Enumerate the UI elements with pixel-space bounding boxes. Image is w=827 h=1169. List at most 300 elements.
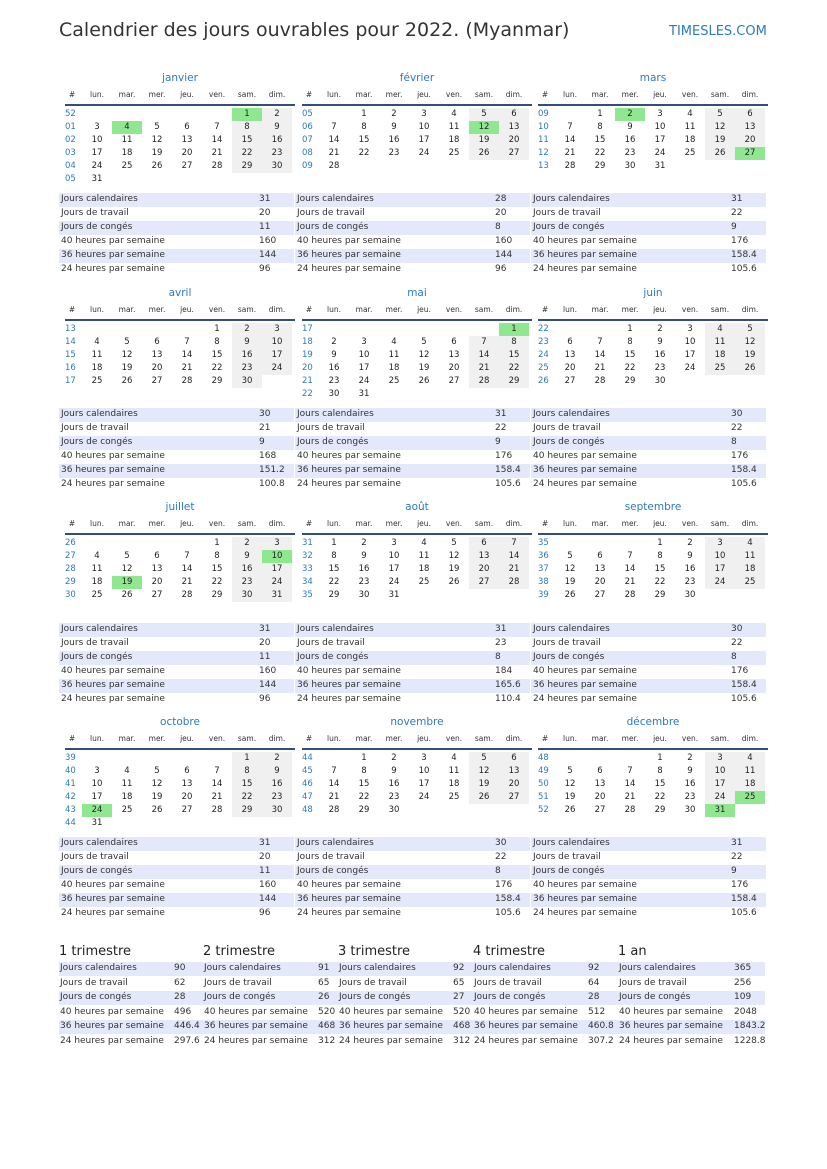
day-cell[interactable]: 26 [469, 791, 499, 804]
day-cell[interactable]: 6 [184, 766, 190, 776]
day-cell[interactable]: 1 [499, 323, 529, 336]
day-cell[interactable]: 3 [94, 766, 100, 776]
day-cell[interactable]: 8 [657, 766, 663, 776]
day-cell[interactable]: 5 [154, 766, 160, 776]
day-cell[interactable]: 5 [567, 551, 573, 561]
day-cell[interactable]: 3 [262, 323, 292, 336]
day-cell[interactable]: 6 [451, 337, 457, 347]
day-cell[interactable]: 29 [358, 805, 370, 815]
day-cell[interactable]: 18 [735, 778, 765, 791]
day-cell[interactable]: 12 [735, 336, 765, 349]
day-cell[interactable]: 16 [262, 778, 292, 791]
day-cell[interactable]: 22 [232, 791, 262, 804]
day-cell[interactable]: 30 [388, 805, 400, 815]
day-cell[interactable]: 4 [735, 537, 765, 550]
day-cell[interactable]: 23 [358, 577, 370, 587]
day-cell[interactable]: 26 [705, 147, 735, 160]
day-cell[interactable]: 24 [705, 576, 735, 589]
day-cell[interactable]: 24 [82, 804, 112, 817]
day-cell[interactable]: 7 [331, 122, 337, 132]
day-cell[interactable]: 9 [361, 551, 367, 561]
day-cell[interactable]: 30 [262, 160, 292, 173]
day-cell[interactable]: 27 [594, 805, 606, 815]
day-cell[interactable]: 4 [94, 551, 100, 561]
day-cell[interactable]: 11 [91, 350, 103, 360]
day-cell[interactable]: 17 [705, 563, 735, 576]
day-cell[interactable]: 14 [469, 349, 499, 362]
day-cell[interactable]: 12 [121, 350, 133, 360]
day-cell[interactable]: 17 [262, 563, 292, 576]
day-cell[interactable]: 29 [654, 590, 666, 600]
day-cell[interactable]: 17 [418, 135, 430, 145]
day-cell[interactable]: 18 [705, 349, 735, 362]
day-cell[interactable]: 17 [262, 349, 292, 362]
day-cell[interactable]: 20 [499, 134, 529, 147]
day-cell[interactable]: 27 [499, 791, 529, 804]
day-cell[interactable]: 16 [654, 350, 666, 360]
day-cell[interactable]: 24 [91, 161, 103, 171]
day-cell[interactable]: 29 [499, 375, 529, 388]
day-cell[interactable]: 4 [705, 323, 735, 336]
day-cell[interactable]: 7 [184, 551, 190, 561]
day-cell[interactable]: 2 [687, 538, 693, 548]
day-cell[interactable]: 17 [418, 779, 430, 789]
day-cell[interactable]: 19 [151, 792, 163, 802]
day-cell[interactable]: 10 [418, 766, 430, 776]
day-cell[interactable]: 22 [594, 148, 606, 158]
day-cell[interactable]: 15 [654, 779, 666, 789]
day-cell[interactable]: 30 [262, 804, 292, 817]
day-cell[interactable]: 3 [94, 122, 100, 132]
day-cell[interactable]: 23 [388, 148, 400, 158]
day-cell[interactable]: 18 [91, 577, 103, 587]
day-cell[interactable]: 2 [262, 108, 292, 121]
day-cell[interactable]: 3 [657, 109, 663, 119]
day-cell[interactable]: 16 [232, 563, 262, 576]
day-cell[interactable]: 31 [654, 161, 666, 171]
day-cell[interactable]: 25 [121, 805, 133, 815]
day-cell[interactable]: 25 [735, 576, 765, 589]
day-cell[interactable]: 18 [448, 135, 460, 145]
day-cell[interactable]: 11 [388, 350, 400, 360]
day-cell[interactable]: 28 [594, 376, 606, 386]
day-cell[interactable]: 14 [624, 779, 636, 789]
day-cell[interactable]: 11 [448, 766, 460, 776]
day-cell[interactable]: 7 [214, 122, 220, 132]
day-cell[interactable]: 25 [448, 148, 460, 158]
day-cell[interactable]: 16 [358, 564, 370, 574]
day-cell[interactable]: 5 [154, 122, 160, 132]
day-cell[interactable]: 1 [331, 538, 337, 548]
day-cell[interactable]: 19 [469, 134, 499, 147]
day-cell[interactable]: 22 [499, 362, 529, 375]
day-cell[interactable]: 2 [232, 537, 262, 550]
day-cell[interactable]: 25 [418, 577, 430, 587]
day-cell[interactable]: 22 [232, 147, 262, 160]
day-cell[interactable]: 16 [328, 363, 340, 373]
day-cell[interactable]: 5 [567, 766, 573, 776]
day-cell[interactable]: 22 [654, 577, 666, 587]
day-cell[interactable]: 2 [391, 753, 397, 763]
day-cell[interactable]: 27 [469, 576, 499, 589]
day-cell[interactable]: 22 [358, 148, 370, 158]
day-cell[interactable]: 24 [418, 792, 430, 802]
day-cell[interactable]: 1 [657, 753, 663, 763]
day-cell[interactable]: 19 [735, 349, 765, 362]
day-cell[interactable]: 21 [594, 363, 606, 373]
day-cell[interactable]: 10 [262, 550, 292, 563]
day-cell[interactable]: 6 [499, 752, 529, 765]
day-cell[interactable]: 26 [121, 590, 133, 600]
day-cell[interactable]: 27 [564, 376, 576, 386]
day-cell[interactable]: 14 [181, 350, 193, 360]
day-cell[interactable]: 8 [361, 122, 367, 132]
day-cell[interactable]: 3 [262, 537, 292, 550]
day-cell[interactable]: 26 [469, 147, 499, 160]
day-cell[interactable]: 22 [211, 363, 223, 373]
day-cell[interactable]: 30 [232, 589, 262, 602]
day-cell[interactable]: 31 [91, 818, 103, 828]
day-cell[interactable]: 26 [418, 376, 430, 386]
day-cell[interactable]: 8 [214, 337, 220, 347]
day-cell[interactable]: 18 [448, 779, 460, 789]
day-cell[interactable]: 4 [391, 337, 397, 347]
day-cell[interactable]: 7 [469, 336, 499, 349]
day-cell[interactable]: 5 [469, 108, 499, 121]
day-cell[interactable]: 5 [469, 752, 499, 765]
day-cell[interactable]: 21 [211, 792, 223, 802]
day-cell[interactable]: 9 [687, 766, 693, 776]
day-cell[interactable]: 14 [499, 550, 529, 563]
day-cell[interactable]: 23 [232, 576, 262, 589]
day-cell[interactable]: 27 [181, 805, 193, 815]
day-cell[interactable]: 11 [121, 779, 133, 789]
day-cell[interactable]: 8 [214, 551, 220, 561]
day-cell[interactable]: 9 [262, 765, 292, 778]
day-cell[interactable]: 16 [232, 349, 262, 362]
day-cell[interactable]: 9 [687, 551, 693, 561]
day-cell[interactable]: 28 [624, 805, 636, 815]
day-cell[interactable]: 18 [735, 563, 765, 576]
day-cell[interactable]: 13 [181, 779, 193, 789]
day-cell[interactable]: 24 [418, 148, 430, 158]
day-cell[interactable]: 27 [499, 147, 529, 160]
day-cell[interactable]: 9 [391, 766, 397, 776]
day-cell[interactable]: 5 [451, 538, 457, 548]
day-cell[interactable]: 17 [705, 778, 735, 791]
day-cell[interactable]: 22 [654, 792, 666, 802]
day-cell[interactable]: 6 [154, 551, 160, 561]
day-cell[interactable]: 22 [328, 577, 340, 587]
day-cell[interactable]: 15 [211, 564, 223, 574]
day-cell[interactable]: 6 [154, 337, 160, 347]
day-cell[interactable]: 24 [358, 376, 370, 386]
day-cell[interactable]: 25 [735, 791, 765, 804]
day-cell[interactable]: 7 [331, 766, 337, 776]
day-cell[interactable]: 18 [388, 363, 400, 373]
day-cell[interactable]: 16 [388, 779, 400, 789]
day-cell[interactable]: 12 [121, 564, 133, 574]
day-cell[interactable]: 10 [262, 336, 292, 349]
day-cell[interactable]: 21 [564, 148, 576, 158]
day-cell[interactable]: 6 [567, 337, 573, 347]
day-cell[interactable]: 19 [564, 577, 576, 587]
day-cell[interactable]: 28 [624, 590, 636, 600]
day-cell[interactable]: 16 [262, 134, 292, 147]
day-cell[interactable]: 20 [564, 363, 576, 373]
day-cell[interactable]: 5 [735, 323, 765, 336]
day-cell[interactable]: 13 [594, 564, 606, 574]
day-cell[interactable]: 13 [181, 135, 193, 145]
day-cell[interactable]: 8 [499, 336, 529, 349]
day-cell[interactable]: 27 [448, 376, 460, 386]
day-cell[interactable]: 9 [657, 337, 663, 347]
day-cell[interactable]: 4 [94, 337, 100, 347]
day-cell[interactable]: 7 [567, 122, 573, 132]
day-cell[interactable]: 10 [418, 122, 430, 132]
day-cell[interactable]: 23 [262, 791, 292, 804]
day-cell[interactable]: 24 [705, 791, 735, 804]
day-cell[interactable]: 17 [388, 564, 400, 574]
day-cell[interactable]: 8 [331, 551, 337, 561]
day-cell[interactable]: 2 [232, 323, 262, 336]
day-cell[interactable]: 20 [499, 778, 529, 791]
day-cell[interactable]: 21 [624, 792, 636, 802]
day-cell[interactable]: 22 [624, 363, 636, 373]
day-cell[interactable]: 21 [181, 363, 193, 373]
day-cell[interactable]: 21 [328, 148, 340, 158]
day-cell[interactable]: 15 [594, 135, 606, 145]
day-cell[interactable]: 28 [181, 376, 193, 386]
day-cell[interactable]: 31 [388, 590, 400, 600]
day-cell[interactable]: 12 [564, 779, 576, 789]
day-cell[interactable]: 8 [361, 766, 367, 776]
day-cell[interactable]: 26 [151, 805, 163, 815]
day-cell[interactable]: 12 [448, 551, 460, 561]
day-cell[interactable]: 24 [262, 362, 292, 375]
day-cell[interactable]: 13 [735, 121, 765, 134]
day-cell[interactable]: 6 [469, 537, 499, 550]
day-cell[interactable]: 2 [262, 752, 292, 765]
day-cell[interactable]: 25 [91, 590, 103, 600]
day-cell[interactable]: 18 [121, 792, 133, 802]
day-cell[interactable]: 2 [391, 109, 397, 119]
day-cell[interactable]: 10 [388, 551, 400, 561]
day-cell[interactable]: 20 [594, 577, 606, 587]
day-cell[interactable]: 26 [564, 805, 576, 815]
day-cell[interactable]: 30 [684, 590, 696, 600]
day-cell[interactable]: 19 [705, 134, 735, 147]
day-cell[interactable]: 4 [451, 753, 457, 763]
day-cell[interactable]: 30 [684, 805, 696, 815]
day-cell[interactable]: 14 [564, 135, 576, 145]
day-cell[interactable]: 22 [358, 792, 370, 802]
day-cell[interactable]: 9 [232, 336, 262, 349]
day-cell[interactable]: 20 [181, 792, 193, 802]
day-cell[interactable]: 19 [448, 564, 460, 574]
day-cell[interactable]: 12 [705, 121, 735, 134]
day-cell[interactable]: 14 [328, 135, 340, 145]
day-cell[interactable]: 8 [627, 337, 633, 347]
day-cell[interactable]: 28 [469, 375, 499, 388]
day-cell[interactable]: 27 [151, 590, 163, 600]
day-cell[interactable]: 31 [358, 389, 370, 399]
day-cell[interactable]: 19 [564, 792, 576, 802]
day-cell[interactable]: 17 [91, 792, 103, 802]
day-cell[interactable]: 9 [627, 122, 633, 132]
day-cell[interactable]: 11 [448, 122, 460, 132]
day-cell[interactable]: 24 [684, 363, 696, 373]
day-cell[interactable]: 18 [91, 363, 103, 373]
day-cell[interactable]: 29 [328, 590, 340, 600]
day-cell[interactable]: 25 [121, 161, 133, 171]
day-cell[interactable]: 3 [705, 537, 735, 550]
day-cell[interactable]: 5 [124, 337, 130, 347]
day-cell[interactable]: 17 [684, 350, 696, 360]
day-cell[interactable]: 11 [91, 564, 103, 574]
day-cell[interactable]: 15 [328, 564, 340, 574]
day-cell[interactable]: 2 [361, 538, 367, 548]
day-cell[interactable]: 27 [181, 161, 193, 171]
day-cell[interactable]: 23 [232, 362, 262, 375]
day-cell[interactable]: 18 [121, 148, 133, 158]
day-cell[interactable]: 11 [735, 765, 765, 778]
day-cell[interactable]: 30 [328, 389, 340, 399]
day-cell[interactable]: 29 [624, 376, 636, 386]
day-cell[interactable]: 14 [594, 350, 606, 360]
day-cell[interactable]: 1 [361, 753, 367, 763]
day-cell[interactable]: 28 [211, 161, 223, 171]
day-cell[interactable]: 10 [91, 779, 103, 789]
day-cell[interactable]: 27 [594, 590, 606, 600]
day-cell[interactable]: 4 [451, 109, 457, 119]
day-cell[interactable]: 13 [151, 350, 163, 360]
day-cell[interactable]: 20 [735, 134, 765, 147]
day-cell[interactable]: 8 [232, 765, 262, 778]
day-cell[interactable]: 10 [358, 350, 370, 360]
day-cell[interactable]: 14 [211, 135, 223, 145]
day-cell[interactable]: 28 [499, 576, 529, 589]
day-cell[interactable]: 15 [232, 778, 262, 791]
day-cell[interactable]: 29 [654, 805, 666, 815]
day-cell[interactable]: 13 [594, 779, 606, 789]
day-cell[interactable]: 15 [624, 350, 636, 360]
day-cell[interactable]: 19 [112, 576, 142, 589]
day-cell[interactable]: 2 [331, 337, 337, 347]
day-cell[interactable]: 3 [705, 752, 735, 765]
day-cell[interactable]: 26 [151, 161, 163, 171]
day-cell[interactable]: 20 [469, 563, 499, 576]
day-cell[interactable]: 29 [211, 590, 223, 600]
day-cell[interactable]: 25 [388, 376, 400, 386]
day-cell[interactable]: 15 [211, 350, 223, 360]
day-cell[interactable]: 4 [112, 121, 142, 134]
day-cell[interactable]: 24 [388, 577, 400, 587]
day-cell[interactable]: 26 [564, 590, 576, 600]
day-cell[interactable]: 7 [627, 766, 633, 776]
day-cell[interactable]: 23 [388, 792, 400, 802]
day-cell[interactable]: 15 [654, 564, 666, 574]
day-cell[interactable]: 15 [358, 779, 370, 789]
day-cell[interactable]: 28 [211, 805, 223, 815]
day-cell[interactable]: 15 [358, 135, 370, 145]
day-cell[interactable]: 18 [418, 564, 430, 574]
day-cell[interactable]: 21 [328, 792, 340, 802]
day-cell[interactable]: 4 [735, 752, 765, 765]
day-cell[interactable]: 19 [121, 363, 133, 373]
day-cell[interactable]: 23 [328, 376, 340, 386]
day-cell[interactable]: 21 [181, 577, 193, 587]
day-cell[interactable]: 1 [232, 108, 262, 121]
day-cell[interactable]: 31 [705, 804, 735, 817]
day-cell[interactable]: 12 [418, 350, 430, 360]
day-cell[interactable]: 1 [214, 538, 220, 548]
day-cell[interactable]: 31 [91, 174, 103, 184]
day-cell[interactable]: 12 [469, 121, 499, 134]
day-cell[interactable]: 7 [499, 537, 529, 550]
day-cell[interactable]: 2 [657, 324, 663, 334]
day-cell[interactable]: 10 [654, 122, 666, 132]
day-cell[interactable]: 21 [211, 148, 223, 158]
day-cell[interactable]: 29 [232, 804, 262, 817]
day-cell[interactable]: 30 [624, 161, 636, 171]
day-cell[interactable]: 16 [684, 779, 696, 789]
day-cell[interactable]: 20 [594, 792, 606, 802]
day-cell[interactable]: 12 [151, 779, 163, 789]
day-cell[interactable]: 21 [624, 577, 636, 587]
day-cell[interactable]: 25 [448, 792, 460, 802]
day-cell[interactable]: 6 [499, 108, 529, 121]
day-cell[interactable]: 7 [214, 766, 220, 776]
day-cell[interactable]: 6 [735, 108, 765, 121]
day-cell[interactable]: 29 [232, 160, 262, 173]
day-cell[interactable]: 29 [594, 161, 606, 171]
day-cell[interactable]: 25 [684, 148, 696, 158]
day-cell[interactable]: 13 [448, 350, 460, 360]
day-cell[interactable]: 15 [232, 134, 262, 147]
day-cell[interactable]: 11 [418, 551, 430, 561]
day-cell[interactable]: 16 [388, 135, 400, 145]
day-cell[interactable]: 1 [214, 324, 220, 334]
day-cell[interactable]: 30 [358, 590, 370, 600]
day-cell[interactable]: 12 [564, 564, 576, 574]
day-cell[interactable]: 9 [232, 550, 262, 563]
day-cell[interactable]: 18 [684, 135, 696, 145]
brand-link[interactable]: TIMESLES.COM [669, 24, 767, 39]
day-cell[interactable]: 20 [181, 148, 193, 158]
day-cell[interactable]: 8 [597, 122, 603, 132]
day-cell[interactable]: 20 [448, 363, 460, 373]
day-cell[interactable]: 10 [705, 765, 735, 778]
day-cell[interactable]: 13 [151, 564, 163, 574]
day-cell[interactable]: 14 [328, 779, 340, 789]
day-cell[interactable]: 6 [597, 766, 603, 776]
day-cell[interactable]: 1 [361, 109, 367, 119]
day-cell[interactable]: 3 [687, 324, 693, 334]
day-cell[interactable]: 21 [499, 563, 529, 576]
day-cell[interactable]: 28 [181, 590, 193, 600]
day-cell[interactable]: 23 [684, 792, 696, 802]
day-cell[interactable]: 19 [151, 148, 163, 158]
day-cell[interactable]: 7 [184, 337, 190, 347]
day-cell[interactable]: 10 [705, 550, 735, 563]
day-cell[interactable]: 28 [328, 805, 340, 815]
day-cell[interactable]: 11 [121, 135, 133, 145]
day-cell[interactable]: 26 [121, 376, 133, 386]
day-cell[interactable]: 27 [735, 147, 765, 160]
day-cell[interactable]: 5 [705, 108, 735, 121]
day-cell[interactable]: 4 [124, 766, 130, 776]
